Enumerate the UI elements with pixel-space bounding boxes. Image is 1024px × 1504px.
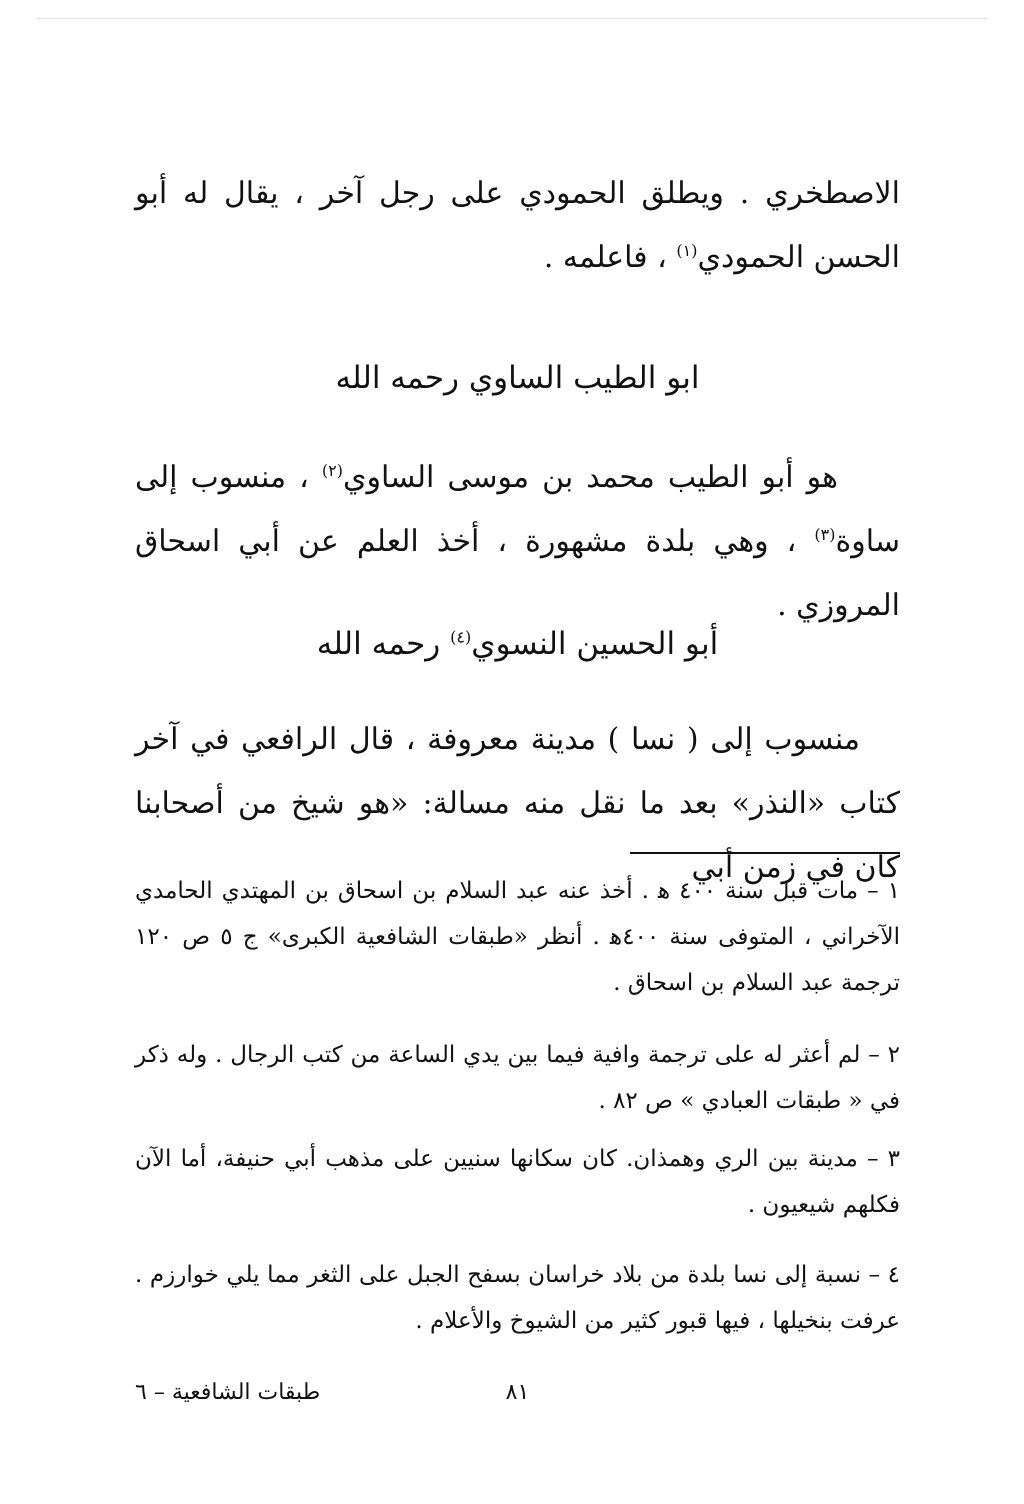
book-page [135, 0, 900, 1504]
paragraph-intro-continuation [135, 162, 900, 290]
footnote-ref-2: (٢) [321, 461, 343, 480]
footnote-ref-3: (٣) [814, 525, 836, 544]
footnote-3: ٣ – مدينة بين الري وهمذان. كان سكانها سنيين على مذهب أبي حنيفة، أما الآن فكلهم شيعيون . [135, 1146, 900, 1218]
footnote-2: ٢ – لم أعثر له على ترجمة وافية فيما بين يدي الساعة من كتب الرجال . وله ذكر في « طبقات العبادي » ص ٨٢ . [135, 1042, 900, 1114]
footnote-1: ١ – مات قبل سنة ٤٠٠ ﻫ . أخذ عنه عبد السلام بن اسحاق بن المهتدي الحامدي الآخراني ، المتوفى سنة ٤٠٠ﻫ . أنظر «طبقات الشافعية الكبرى» ج ٥ ص ١٢٠ ترجمة عبد السلام بن اسحاق . [135, 878, 900, 996]
paragraph-saawi-bio [135, 446, 900, 638]
paragraph-text: منسوب إلى ( نسا ) مدينة معروفة ، قال الرافعي في آخر كتاب «النذر» بعد ما نقل منه مسالة: «هو شيخ من أصحابنا كان في زمن أبي [135, 722, 900, 885]
footnote-ref-4: (٤) [450, 627, 472, 647]
paragraph-text: ، وهي بلدة مشهورة ، أخذ العلم عن أبي اسحاق المروزي . [135, 524, 900, 623]
paragraph-text: ، فاعلمه . [543, 240, 677, 275]
section-heading-nasawi [135, 622, 900, 666]
paragraph-text: هو أبو الطيب محمد بن موسى الساوي [342, 460, 838, 495]
signature-mark: طبقات الشافعية – ٦ [135, 1380, 321, 1405]
heading-text: رحمه الله [316, 626, 451, 662]
paragraph-text: الاصطخري . ويطلق الحمودي على رجل آخر ، يقال له أبو الحسن الحمودي [135, 176, 900, 275]
section-heading-saawi: ابو الطيب الساوي رحمه الله [335, 360, 700, 396]
paragraph-text: ، منسوب إلى ساوة [135, 460, 900, 559]
footnote-4: ٤ – نسبة إلى نسا بلدة من بلاد خراسان بسفح الجبل على الثغر مما يلي خوارزم . عرفت بنخيلها ، فيها قبور كثير من الشيوخ والأعلام . [135, 1262, 900, 1334]
heading-text: أبو الحسين النسوي [471, 626, 719, 662]
page-number: ٨١ [505, 1380, 530, 1405]
footnote-separator [630, 852, 900, 854]
footnote-ref-1: (١) [676, 241, 698, 260]
